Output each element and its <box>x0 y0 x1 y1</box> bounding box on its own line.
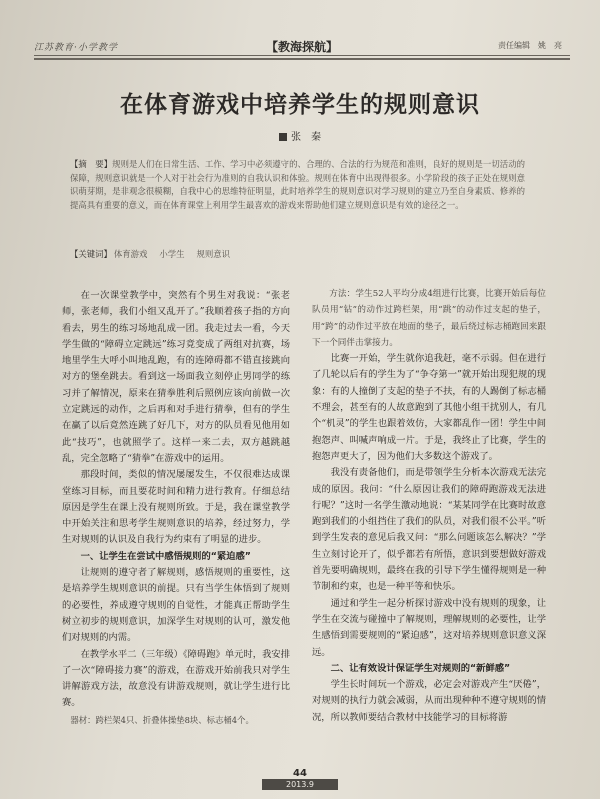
keywords <box>70 248 525 261</box>
section-heading: 一、让学生在尝试中感悟规则的“紧迫感” <box>80 550 251 562</box>
header-rule <box>34 55 570 56</box>
section-heading: 二、让有效设计保证学生对规则的“新鲜感” <box>330 662 511 674</box>
body-paragraph: 那段时间，类似的情况屡屡发生，不仅很难达成课堂练习目标，而且要花时间和精力进行教育。仔细总结原因是学生在课上没有规则所致。于是，我在课堂教学中开始关注和思考学生规则意识的培养，经过努力，学生对规则的认识及自我行为约束有了明显的进步。 <box>62 469 290 546</box>
page-number: 44 <box>293 768 307 779</box>
author-name: 张 秦 <box>291 132 321 143</box>
editor-credit: 责任编辑 姚 亮 <box>498 41 562 50</box>
body-paragraph: 在一次课堂教学中，突然有个男生对我说：“张老师，张老师，我们小组又乱开了。”我顺着孩子指的方向看去，男生的练习场地乱成一团。我走过去一看，今天学生做的“障碍立定跳远”练习竟变成了两组对抗赛，场地里学生大呼小叫地乱跑，有的连障碍都不错直接跳向对方的堡垒跳去。看到这一场面我立刻停止男同学的练习并了解情况，原来在猜拳胜利后照例应该向前做一次立定跳远的动作，之后再和对手进行猜拳，但有的学生在赢了以后竟然连跳了好几下，对方的队员看见他用如此“技巧”，也就照学了。这样一来二去，双方越跳越乱，完全忽略了“猜拳”在游戏中的运用。 <box>62 290 290 464</box>
method-paragraph: 方法：学生52人平均分成4组进行比赛，比赛开始后每位队员用“钻”的动作过跨栏架，用“跳”的动作过支起的垫子，用“跨”的动作过平放在地面的垫子，最后绕过标志桶跑回来跟下一个同伴击掌接力。 <box>312 289 546 348</box>
author-line <box>0 128 600 143</box>
keyword: 小学生 <box>159 249 185 259</box>
abstract-label: 【摘 要】 <box>70 159 113 169</box>
abstract <box>70 158 525 212</box>
issue-label: 2013.9 <box>262 779 338 790</box>
materials-line: 器材：跨栏架4只、折叠体操垫8块、标志桶4个。 <box>70 714 254 725</box>
journal-name: 江苏教育·小学教学 <box>34 43 118 53</box>
header-rule-thick <box>34 58 570 60</box>
keyword: 规则意识 <box>196 249 230 259</box>
abstract-text: 规则是人们在日常生活、工作、学习中必须遵守的、合理的、合法的行为规范和准则，良好的规则是一切活动的保障，规则意识就是一个人对于社会行为准则的自我认识和体验。规则在体育中出现得很多。小学阶段的孩子正处在规则意识萌芽期，是非观念很模糊，自我中心的思维特征明显，此时培养学生的规则意识对学习规则的建立乃至自身素质、修养的提高具有重要的意义，而在体育课堂上利用学生最喜欢的游戏来帮助他们建立规则意识是有效的途径之一。 <box>70 159 526 210</box>
author-marker-icon <box>279 133 287 141</box>
keyword: 体育游戏 <box>113 249 148 259</box>
keywords-label: 【关键词】 <box>70 249 112 259</box>
running-header <box>34 36 570 54</box>
body-paragraph: 比赛一开始，学生就你追我赶，毫不示弱。但在进行了几轮以后有的学生为了“争夺第一”就开始出现犯规的现象：有的人撞倒了支起的垫子不扶，有的人踢倒了标志桶不理会，甚至有的人故意跑到了其他小组干扰别人，有几个“机灵”的学生也跟着效仿，大家都乱作一团！学生中间抱怨声、叫喊声响成一片。于是，我终止了比赛，学生的抱怨声更大了，因为他们大多数这个游戏了。 <box>312 353 546 462</box>
body-paragraph: 让规则的遵守者了解规则，感悟规则的重要性，这是培养学生规则意识的前提。只有当学生体悟到了规则的必要性，养成遵守规则的自觉性，才能真正帮助学生树立初步的规则意识，加深学生对规则的认可，激发他们对规则的内需。 <box>62 567 290 644</box>
left-column <box>62 288 290 728</box>
body-paragraph: 我没有责备他们，而是带领学生分析本次游戏无法完成的原因。我问：“什么原因让我们的障碍跑游戏无法进行呢？”这时一名学生激动地说：“某某同学在比赛时故意跑到我们的小组挡住了我们的队员，对我们很不公平。”听到学生发表的意见后我又问：“那么问题该怎么解决？”学生立刻讨论开了，似乎都若有所悟，意识到要想做好游戏首先要明确规则，最终在我的引导下学生懂得规则是一种节制和约束，也是一种平等和快乐。 <box>312 467 546 593</box>
right-column <box>312 286 546 726</box>
article-title: 在体育游戏中培养学生的规则意识 <box>120 92 480 118</box>
body-paragraph: 通过和学生一起分析探讨游戏中没有规则的现象，让学生在交流与碰撞中了解规则，理解规则的必要性，让学生感悟到需要规则的“紧迫感”，这对培养规则意识意义深远。 <box>312 597 546 658</box>
body-paragraph: 在教学水平二（三年级）《障碍跑》单元时，我安排了一次“障碍接力赛”的游戏，在游戏开始前我只对学生讲解游戏方法，故意没有讲游戏规则，就让学生进行比赛。 <box>62 648 290 709</box>
section-name: 【教海探航】 <box>266 40 339 54</box>
body-paragraph: 学生长时间玩一个游戏，必定会对游戏产生“厌倦”，对规则的执行力就会减弱，从而出现种种不遵守规则的情况，所以教师要结合教材中技能学习的目标将游 <box>312 679 546 723</box>
